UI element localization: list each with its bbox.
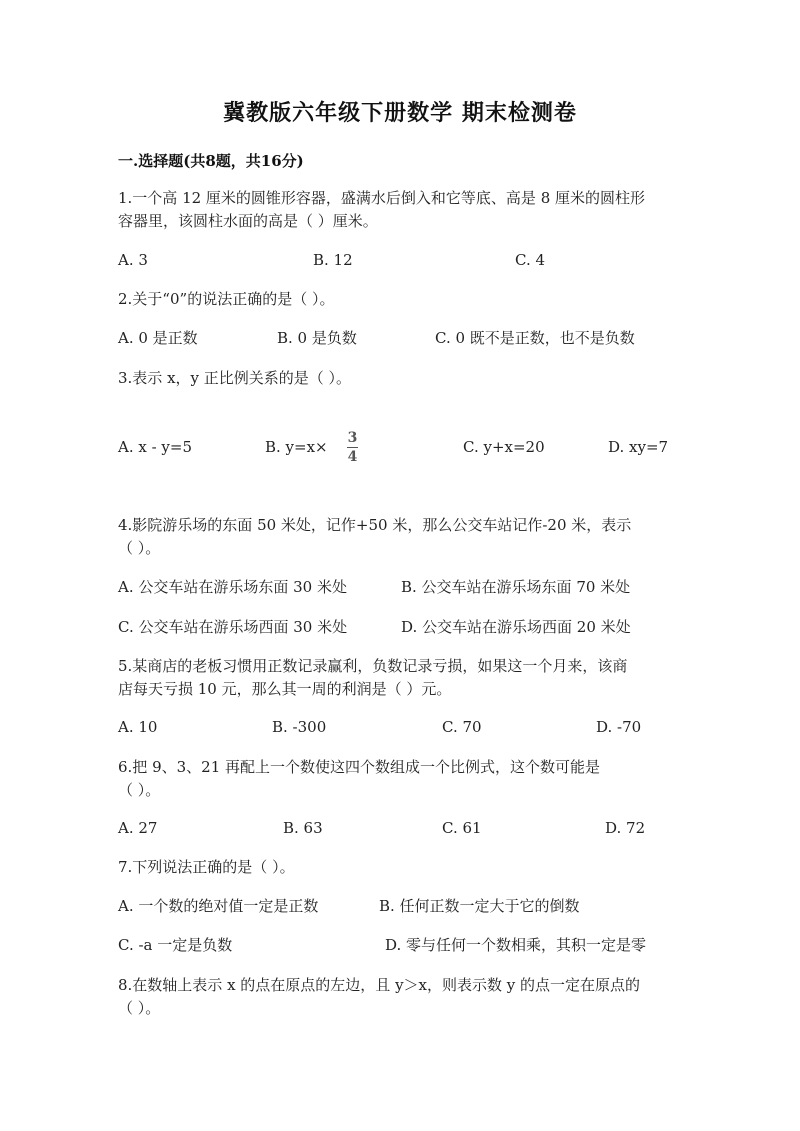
question-2-line-1: 2.关于“0”的说法正确的是（ ）。 [118, 290, 335, 308]
question-1-line-1: 1.一个高 12 厘米的圆锥形容器，盛满水后倒入和它等底、高是 8 厘米的圆柱形 [118, 189, 646, 207]
fraction-denominator: 4 [347, 449, 358, 465]
fraction-numerator: 3 [347, 430, 358, 446]
question-5-option-d: D. -70 [596, 718, 642, 736]
question-3-line-1: 3.表示 x，y 正比例关系的是（ ）。 [118, 369, 352, 387]
question-4-option-b: B. 公交车站在游乐场东面 70 米处 [401, 578, 631, 596]
question-5-line-1: 5.某商店的老板习惯用正数记录赢利，负数记录亏损，如果这一个月来，该商 [118, 657, 628, 675]
question-3-option-b: B. y=x× [265, 438, 328, 456]
question-1-option-c: C. 4 [515, 251, 546, 269]
section-heading: 一.选择题(共8题，共16分) [118, 152, 304, 170]
fraction-bar [347, 447, 358, 448]
question-2-option-c: C. 0 既不是正数，也不是负数 [435, 329, 635, 347]
question-6-line-2: （ ）。 [118, 781, 161, 799]
question-1-line-2: 容器里，该圆柱水面的高是（ ）厘米。 [118, 212, 378, 230]
question-4-option-c: C. 公交车站在游乐场西面 30 米处 [118, 618, 348, 636]
question-2-option-b: B. 0 是负数 [277, 329, 357, 347]
page-title: 冀教版六年级下册数学 期末检测卷 [223, 100, 577, 126]
question-8-line-1: 8.在数轴上表示 x 的点在原点的左边，且 y＞x，则表示数 y 的点一定在原点的 [118, 976, 641, 994]
question-3-option-c: C. y+x=20 [463, 438, 545, 456]
question-1-option-b: B. 12 [313, 251, 353, 269]
question-4-line-1: 4.影院游乐场的东面 50 米处，记作+50 米，那么公交车站记作-20 米，表示 [118, 516, 632, 534]
question-5-option-b: B. -300 [272, 718, 327, 736]
question-8-line-2: （ ）。 [118, 999, 161, 1017]
question-3-option-d: D. xy=7 [608, 438, 669, 456]
question-6-option-c: C. 61 [442, 819, 482, 837]
question-5-line-2: 店每天亏损 10 元，那么其一周的利润是（ ）元。 [118, 680, 452, 698]
question-7-option-a: A. 一个数的绝对值一定是正数 [118, 897, 319, 915]
question-7-line-1: 7.下列说法正确的是（ ）。 [118, 858, 295, 876]
question-6-option-a: A. 27 [118, 819, 158, 837]
question-5-option-a: A. 10 [118, 718, 158, 736]
question-2-option-a: A. 0 是正数 [118, 329, 198, 347]
question-7-option-d: D. 零与任何一个数相乘，其积一定是零 [385, 936, 647, 954]
question-4-option-a: A. 公交车站在游乐场东面 30 米处 [118, 578, 347, 596]
question-6-line-1: 6.把 9、3、21 再配上一个数使这四个数组成一个比例式，这个数可能是 [118, 758, 601, 776]
question-5-option-c: C. 70 [442, 718, 482, 736]
question-7-option-b: B. 任何正数一定大于它的倒数 [379, 897, 580, 915]
question-4-line-2: （ ）。 [118, 539, 161, 557]
question-7-option-c: C. -a 一定是负数 [118, 936, 233, 954]
fraction-three-quarters [347, 430, 358, 465]
question-6-option-d: D. 72 [605, 819, 646, 837]
question-6-option-b: B. 63 [283, 819, 323, 837]
question-1-option-a: A. 3 [118, 251, 148, 269]
question-4-option-d: D. 公交车站在游乐场西面 20 米处 [401, 618, 631, 636]
question-3-option-a: A. x - y=5 [118, 438, 193, 456]
